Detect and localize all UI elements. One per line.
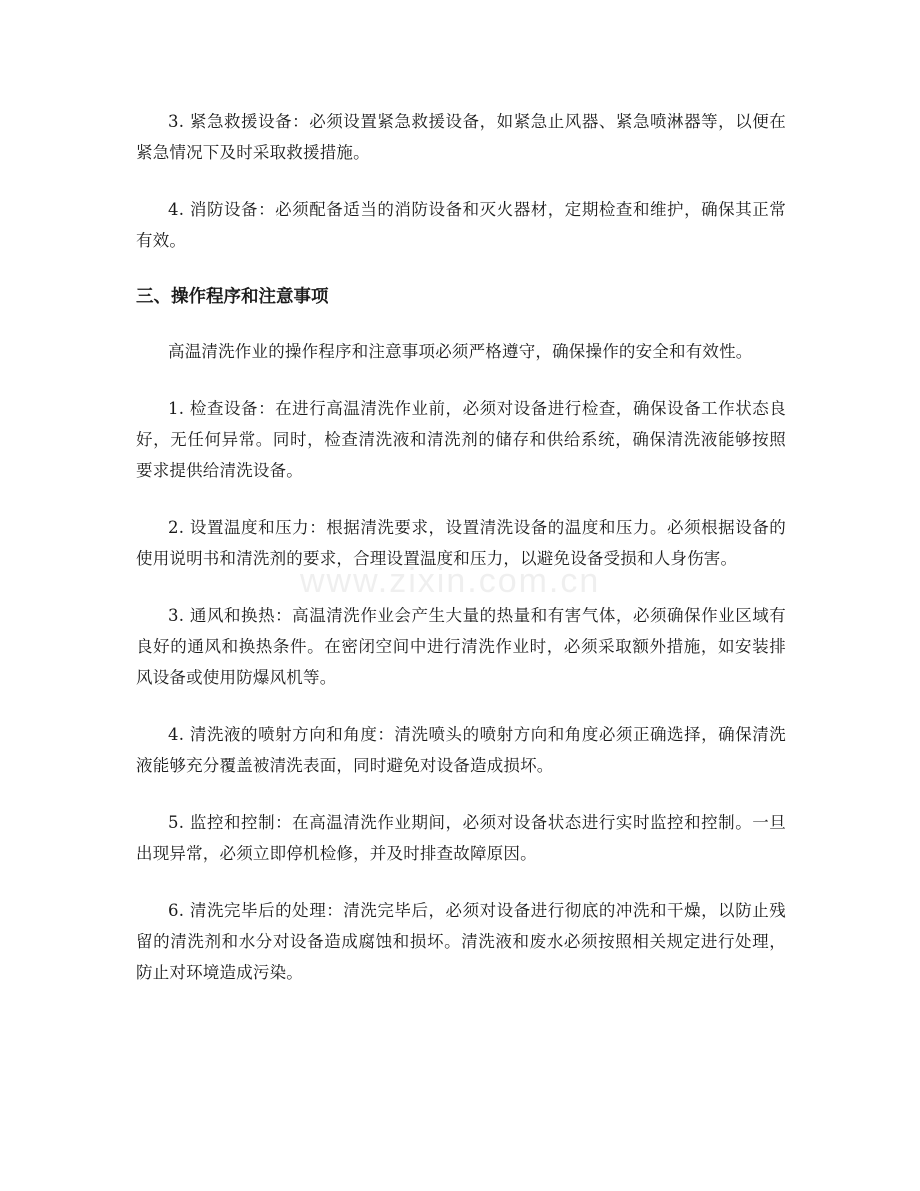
section-heading: 三、操作程序和注意事项 [136,287,329,307]
watermark: www.zixin.com.cn [300,562,601,600]
document-body [136,106,786,1014]
paragraph-section-intro: 高温清洗作业的操作程序和注意事项必须严格遵守，确保操作的安全和有效性。 [168,342,753,361]
paragraph-spray-direction: 4. 清洗液的喷射方向和角度：清洗喷头的喷射方向和角度必须正确选择，确保清洗液能够充分覆盖被清洗表面，同时避免对设备造成损坏。 [136,725,786,775]
paragraph-set-temperature-pressure: 2. 设置温度和压力：根据清洗要求，设置清洗设备的温度和压力。必须根据设备的使用说明书和清洗剂的要求，合理设置温度和压力，以避免设备受损和人身伤害。 [136,518,786,568]
paragraph-post-cleaning: 6. 清洗完毕后的处理：清洗完毕后，必须对设备进行彻底的冲洗和干燥，以防止残留的清洗剂和水分对设备造成腐蚀和损坏。清洗液和废水必须按照相关规定进行处理，防止对环境造成污染。 [136,901,786,982]
paragraph-ventilation: 3. 通风和换热：高温清洗作业会产生大量的热量和有害气体，必须确保作业区域有良好的通风和换热条件。在密闭空间中进行清洗作业时，必须采取额外措施，如安装排风设备或使用防爆风机等。 [136,606,786,687]
paragraph-emergency-rescue-equipment: 3. 紧急救援设备：必须设置紧急救援设备，如紧急止风器、紧急喷淋器等，以便在紧急情况下及时采取救援措施。 [136,112,786,162]
paragraph-check-equipment: 1. 检查设备：在进行高温清洗作业前，必须对设备进行检查，确保设备工作状态良好，无任何异常。同时，检查清洗液和清洗剂的储存和供给系统，确保清洗液能够按照要求提供给清洗设备。 [136,399,786,480]
paragraph-fire-equipment: 4. 消防设备：必须配备适当的消防设备和灭火器材，定期检查和维护，确保其正常有效。 [136,200,786,250]
paragraph-monitoring: 5. 监控和控制：在高温清洗作业期间，必须对设备状态进行实时监控和控制。一旦出现异常，必须立即停机检修，并及时排查故障原因。 [136,813,786,863]
